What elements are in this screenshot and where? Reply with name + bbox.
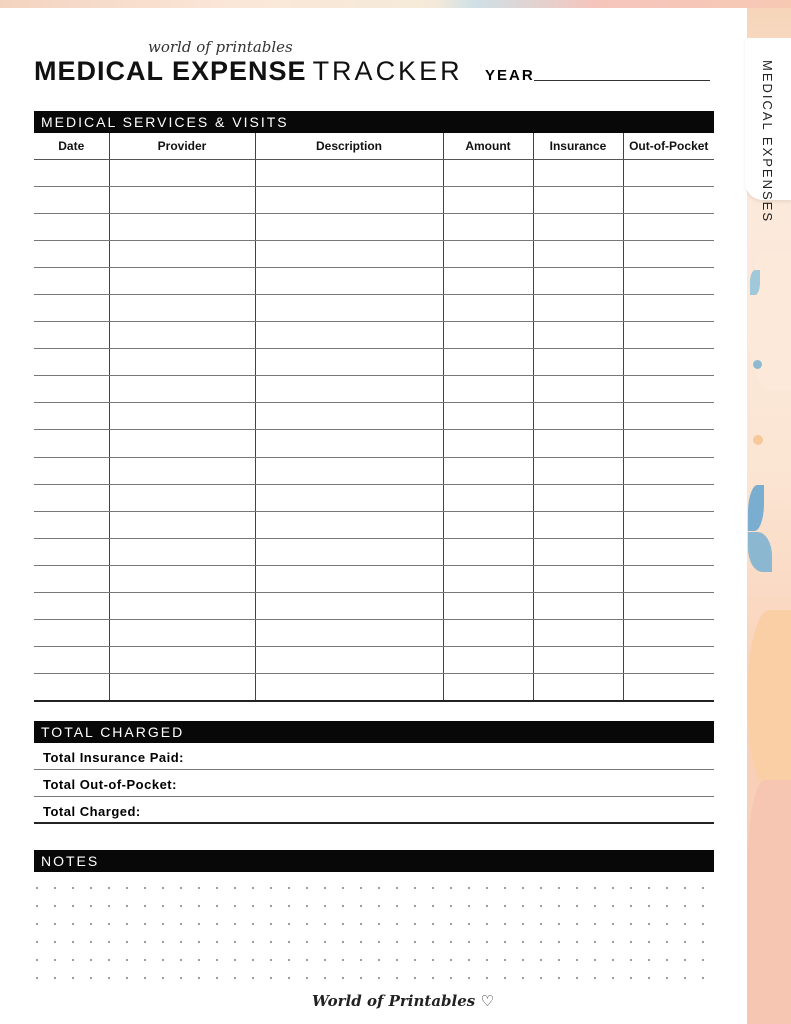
table-cell[interactable] <box>623 511 714 538</box>
table-cell[interactable] <box>623 322 714 349</box>
column-header: Insurance <box>533 133 623 159</box>
table-cell[interactable] <box>255 267 443 294</box>
table-row <box>34 186 714 213</box>
table-cell[interactable] <box>109 240 255 267</box>
notes-dot-grid[interactable] <box>34 880 718 990</box>
table-cell[interactable] <box>623 294 714 321</box>
table-cell[interactable] <box>443 593 533 620</box>
table-row <box>34 674 714 701</box>
table-cell[interactable] <box>34 538 109 565</box>
table-row <box>34 267 714 294</box>
year-field[interactable] <box>534 80 710 81</box>
table-cell[interactable] <box>533 593 623 620</box>
total-out-of-pocket-row[interactable]: Total Out-of-Pocket: <box>34 770 714 797</box>
table-cell[interactable] <box>533 620 623 647</box>
year-label: YEAR <box>485 67 535 84</box>
table-cell[interactable] <box>443 430 533 457</box>
table-cell[interactable] <box>533 674 623 701</box>
table-cell[interactable] <box>255 593 443 620</box>
services-heading: MEDICAL SERVICES & VISITS <box>34 111 714 133</box>
table-row <box>34 647 714 674</box>
table-cell[interactable] <box>255 430 443 457</box>
brand-script-logo: world of printables <box>148 38 293 56</box>
table-cell[interactable] <box>255 647 443 674</box>
table-cell[interactable] <box>34 484 109 511</box>
table-cell[interactable] <box>34 267 109 294</box>
table-cell[interactable] <box>255 213 443 240</box>
table-cell[interactable] <box>623 593 714 620</box>
table-cell[interactable] <box>533 213 623 240</box>
table-cell[interactable] <box>255 159 443 186</box>
table-cell[interactable] <box>443 159 533 186</box>
table-cell[interactable] <box>34 511 109 538</box>
table-cell[interactable] <box>109 267 255 294</box>
table-cell[interactable] <box>533 430 623 457</box>
table-cell[interactable] <box>623 647 714 674</box>
table-cell[interactable] <box>109 159 255 186</box>
table-cell[interactable] <box>533 294 623 321</box>
dot-decor <box>753 360 762 369</box>
table-cell[interactable] <box>255 294 443 321</box>
table-cell[interactable] <box>533 484 623 511</box>
table-cell[interactable] <box>109 620 255 647</box>
table-cell[interactable] <box>443 511 533 538</box>
table-cell[interactable] <box>623 565 714 592</box>
table-cell[interactable] <box>34 457 109 484</box>
title-bold: MEDICAL EXPENSE <box>34 56 307 86</box>
table-cell[interactable] <box>623 240 714 267</box>
table-cell[interactable] <box>255 376 443 403</box>
table-cell[interactable] <box>533 322 623 349</box>
table-cell[interactable] <box>255 322 443 349</box>
notes-heading: NOTES <box>34 850 714 872</box>
table-row <box>34 294 714 321</box>
table-cell[interactable] <box>34 213 109 240</box>
table-cell[interactable] <box>109 322 255 349</box>
table-cell[interactable] <box>443 294 533 321</box>
table-cell[interactable] <box>109 376 255 403</box>
table-cell[interactable] <box>443 620 533 647</box>
table-cell[interactable] <box>533 565 623 592</box>
column-header: Amount <box>443 133 533 159</box>
table-row <box>34 349 714 376</box>
table-cell[interactable] <box>623 376 714 403</box>
table-cell[interactable] <box>533 457 623 484</box>
table-cell[interactable] <box>109 213 255 240</box>
table-cell[interactable] <box>443 322 533 349</box>
table-cell[interactable] <box>623 538 714 565</box>
table-cell[interactable] <box>34 186 109 213</box>
column-header: Date <box>34 133 109 159</box>
column-header: Description <box>255 133 443 159</box>
table-row <box>34 511 714 538</box>
table-cell[interactable] <box>623 620 714 647</box>
table-cell[interactable] <box>255 538 443 565</box>
table-cell[interactable] <box>623 267 714 294</box>
services-table <box>34 133 714 702</box>
table-cell[interactable] <box>34 430 109 457</box>
table-cell[interactable] <box>443 186 533 213</box>
total-charged-row[interactable]: Total Charged: <box>34 797 714 824</box>
table-cell[interactable] <box>109 403 255 430</box>
table-cell[interactable] <box>255 403 443 430</box>
table-cell[interactable] <box>533 159 623 186</box>
table-cell[interactable] <box>34 322 109 349</box>
table-cell[interactable] <box>443 349 533 376</box>
table-cell[interactable] <box>255 457 443 484</box>
table-row <box>34 620 714 647</box>
table-cell[interactable] <box>255 511 443 538</box>
table-cell[interactable] <box>255 240 443 267</box>
dot-decor <box>753 435 763 445</box>
table-cell[interactable] <box>109 674 255 701</box>
table-cell[interactable] <box>533 267 623 294</box>
table-cell[interactable] <box>109 511 255 538</box>
table-cell[interactable] <box>443 674 533 701</box>
title-light: TRACKER <box>312 56 463 86</box>
table-cell[interactable] <box>34 674 109 701</box>
table-cell[interactable] <box>623 403 714 430</box>
table-cell[interactable] <box>255 484 443 511</box>
table-cell[interactable] <box>443 484 533 511</box>
column-header: Provider <box>109 133 255 159</box>
table-cell[interactable] <box>255 186 443 213</box>
table-row <box>34 430 714 457</box>
table-cell[interactable] <box>109 565 255 592</box>
table-cell[interactable] <box>533 538 623 565</box>
table-row <box>34 593 714 620</box>
table-cell[interactable] <box>443 647 533 674</box>
table-cell[interactable] <box>623 674 714 701</box>
table-cell[interactable] <box>109 430 255 457</box>
table-row <box>34 322 714 349</box>
table-cell[interactable] <box>443 213 533 240</box>
decor-blob <box>747 780 791 1024</box>
table-cell[interactable] <box>34 647 109 674</box>
table-cell[interactable] <box>109 484 255 511</box>
table-cell[interactable] <box>623 484 714 511</box>
table-cell[interactable] <box>109 538 255 565</box>
leaf-icon <box>750 270 760 295</box>
table-row <box>34 565 714 592</box>
table-cell[interactable] <box>34 565 109 592</box>
footer-logo: World of Printables ♡ <box>312 992 494 1010</box>
table-cell[interactable] <box>533 240 623 267</box>
table-cell[interactable] <box>443 240 533 267</box>
table-row <box>34 213 714 240</box>
page-title <box>34 56 463 87</box>
table-cell[interactable] <box>34 240 109 267</box>
table-cell[interactable] <box>34 294 109 321</box>
table-cell[interactable] <box>255 565 443 592</box>
table-cell[interactable] <box>443 457 533 484</box>
table-cell[interactable] <box>443 565 533 592</box>
leaf-icon <box>748 485 764 531</box>
table-row <box>34 240 714 267</box>
table-cell[interactable] <box>533 186 623 213</box>
table-cell[interactable] <box>533 647 623 674</box>
table-cell[interactable] <box>533 376 623 403</box>
table-cell[interactable] <box>255 349 443 376</box>
decor-blob <box>747 610 791 790</box>
table-cell[interactable] <box>34 403 109 430</box>
table-row <box>34 376 714 403</box>
table-cell[interactable] <box>109 349 255 376</box>
table-cell[interactable] <box>34 376 109 403</box>
leaf-icon <box>748 532 772 572</box>
table-row <box>34 403 714 430</box>
table-cell[interactable] <box>34 620 109 647</box>
table-row <box>34 484 714 511</box>
table-cell[interactable] <box>255 674 443 701</box>
table-cell[interactable] <box>34 593 109 620</box>
table-cell[interactable] <box>443 376 533 403</box>
table-cell[interactable] <box>109 647 255 674</box>
background-strip <box>0 0 791 8</box>
table-cell[interactable] <box>623 159 714 186</box>
table-cell[interactable] <box>533 511 623 538</box>
table-row <box>34 457 714 484</box>
table-cell[interactable] <box>623 349 714 376</box>
table-cell[interactable] <box>533 349 623 376</box>
table-cell[interactable] <box>623 186 714 213</box>
totals-heading: TOTAL CHARGED <box>34 721 714 743</box>
table-row <box>34 538 714 565</box>
table-cell[interactable] <box>109 593 255 620</box>
total-insurance-row[interactable]: Total Insurance Paid: <box>34 743 714 770</box>
table-cell[interactable] <box>623 430 714 457</box>
table-cell[interactable] <box>443 403 533 430</box>
column-header: Out-of-Pocket <box>623 133 714 159</box>
table-cell[interactable] <box>623 213 714 240</box>
table-cell[interactable] <box>109 294 255 321</box>
table-cell[interactable] <box>109 457 255 484</box>
side-tab-label: MEDICAL EXPENSES <box>760 60 775 224</box>
table-cell[interactable] <box>443 267 533 294</box>
table-cell[interactable] <box>255 620 443 647</box>
table-row <box>34 159 714 186</box>
table-cell[interactable] <box>34 349 109 376</box>
table-cell[interactable] <box>109 186 255 213</box>
table-cell[interactable] <box>623 457 714 484</box>
table-cell[interactable] <box>533 403 623 430</box>
table-cell[interactable] <box>443 538 533 565</box>
table-cell[interactable] <box>34 159 109 186</box>
